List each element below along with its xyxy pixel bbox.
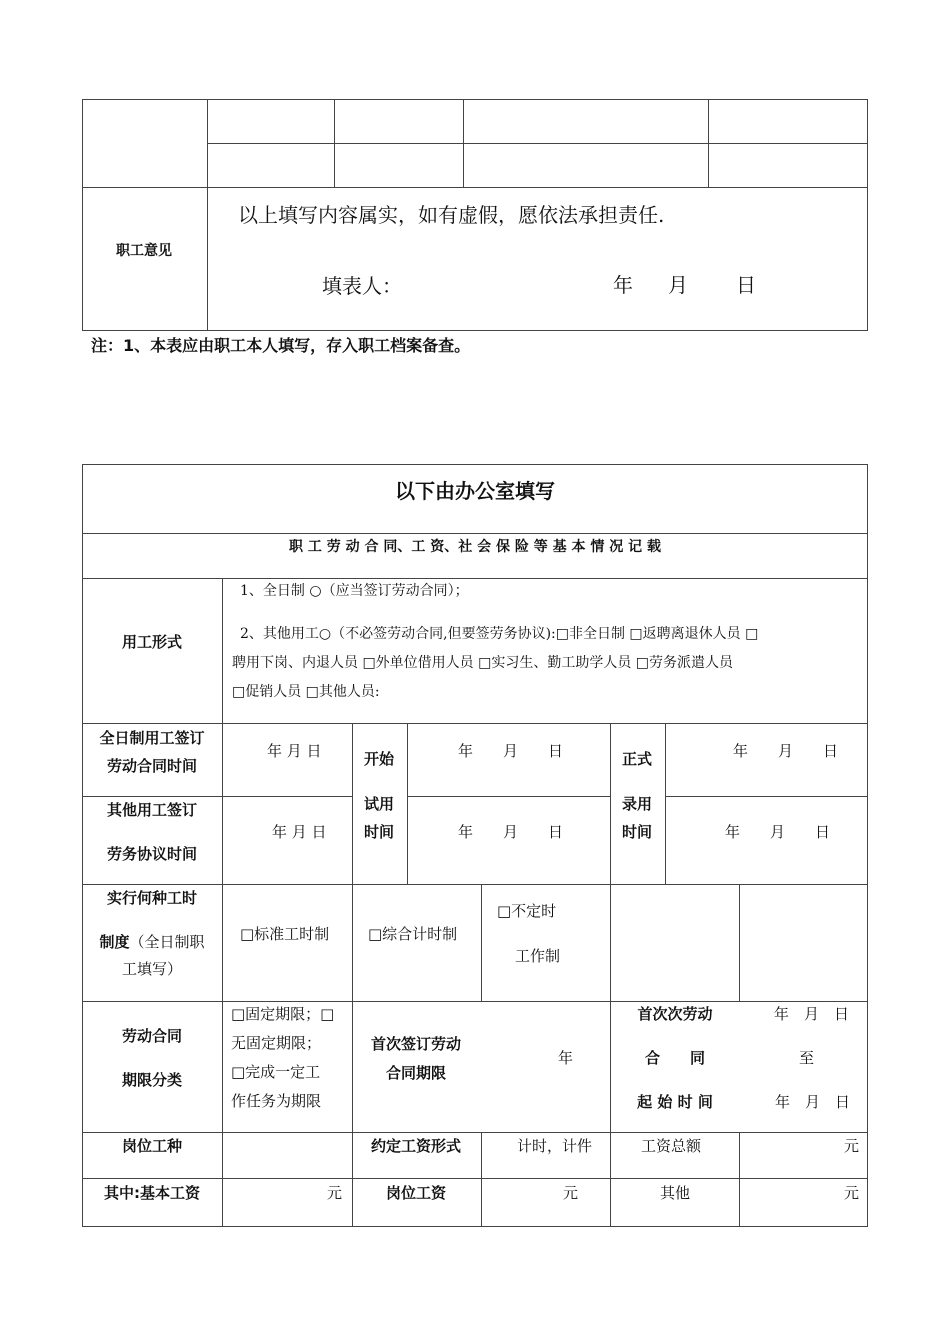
- employment-form-fulltime-option: 1、全日制 ○（应当签订劳动合同）；: [240, 583, 469, 599]
- probation-label: 试用: [363, 795, 395, 813]
- employment-form-options-line: 聘用下岗、内退人员 □外单位借用人员 □实习生、勤工助学人员 □劳务派遣人员: [232, 655, 734, 671]
- work-hours-label: 实行何种工时: [106, 889, 198, 907]
- probation-date: 年 月 日: [458, 823, 564, 841]
- employee-opinion-label: 职工意见: [116, 243, 172, 259]
- office-table-subtitle: 职 工 劳 动 合 同、工 资、社 会 保 险 等 基 本 情 况 记 载: [289, 539, 661, 555]
- contract-term-label: 期限分类: [121, 1071, 183, 1089]
- fulltime-sign-date: 年 月 日: [267, 742, 322, 760]
- date-day: 日: [736, 273, 756, 297]
- total-wage-unit: 元: [843, 1137, 859, 1155]
- fulltime-sign-label: 劳动合同时间: [106, 757, 198, 775]
- first-contract-start-label: 首次次劳动: [637, 1005, 713, 1023]
- formal-employment-date: 年 月 日: [725, 823, 831, 841]
- flexible-hours-option: 工作制: [515, 947, 561, 965]
- office-table-title: 以下由办公室填写: [395, 479, 555, 503]
- probation-label: 开始: [363, 750, 395, 768]
- filler-label: 填表人：: [322, 274, 402, 298]
- other-wage-unit: 元: [843, 1184, 859, 1202]
- flexible-hours-option: □不定时: [497, 902, 557, 920]
- post-type-label: 岗位工种: [121, 1137, 183, 1155]
- formal-employment-label: 时间: [621, 823, 653, 841]
- formal-employment-label: 正式: [621, 750, 653, 768]
- first-contract-term-label: 合同期限: [385, 1064, 447, 1082]
- contract-term-option: □完成一定工: [231, 1063, 321, 1081]
- note-text: 注：1、本表应由职工本人填写，存入职工档案备查。: [91, 336, 471, 355]
- contract-term-option: 作任务为期限: [231, 1092, 322, 1110]
- work-hours-label: [99, 935, 204, 950]
- employment-form-label: 用工形式: [121, 633, 183, 651]
- other-sign-label: 其他用工签订: [106, 801, 198, 819]
- declaration-text: 以上填写内容属实，如有虚假，愿依法承担责任.: [238, 203, 665, 227]
- work-hours-label: 工填写）: [121, 960, 183, 978]
- fulltime-sign-label: 全日制用工签订: [99, 729, 205, 747]
- contract-date-to: 至: [799, 1049, 815, 1067]
- first-contract-term-year: 年: [558, 1049, 574, 1067]
- wage-form-value: 计时，计件: [517, 1137, 593, 1155]
- contract-term-option: □固定期限；□: [231, 1005, 335, 1023]
- date-month: 月: [668, 273, 688, 297]
- employment-form-options-line: □促销人员 □其他人员:: [232, 684, 380, 700]
- first-contract-start-label: 起 始 时 间: [637, 1093, 713, 1111]
- post-wage-unit: 元: [562, 1184, 578, 1202]
- contract-term-option: 无固定期限；: [231, 1034, 322, 1052]
- first-contract-start-label: 合 同: [644, 1049, 706, 1067]
- standard-hours-option: □标准工时制: [240, 925, 330, 943]
- total-wage-label: 工资总额: [641, 1137, 702, 1155]
- contract-term-label: 劳动合同: [121, 1027, 183, 1045]
- probation-label: 时间: [363, 823, 395, 841]
- wage-form-label: 约定工资形式: [370, 1137, 462, 1155]
- basic-wage-unit: 元: [326, 1184, 342, 1202]
- formal-employment-date: 年 月 日: [733, 742, 839, 760]
- other-sign-date: 年 月 日: [272, 823, 327, 841]
- contract-end-date: 年 月 日: [775, 1093, 851, 1111]
- other-wage-label: 其他: [659, 1184, 691, 1202]
- probation-date: 年 月 日: [458, 742, 564, 760]
- comprehensive-hours-option: □综合计时制: [368, 925, 458, 943]
- contract-start-date: 年 月 日: [774, 1005, 850, 1023]
- post-wage-label: 岗位工资: [385, 1184, 447, 1202]
- employment-form-other-option: 2、其他用工○（不必签劳动合同,但要签劳务协议):□非全日制 □返聘离退休人员 □: [240, 626, 759, 642]
- formal-employment-label: 录用: [621, 795, 653, 813]
- work-hours-label-rest: （全日制职: [129, 933, 205, 951]
- date-year: 年: [613, 273, 633, 297]
- first-contract-term-label: 首次签订劳动: [370, 1035, 462, 1053]
- work-hours-label-bold: 制度: [99, 933, 130, 951]
- basic-wage-label: 其中:基本工资: [104, 1184, 200, 1202]
- other-sign-label: 劳务协议时间: [106, 845, 198, 863]
